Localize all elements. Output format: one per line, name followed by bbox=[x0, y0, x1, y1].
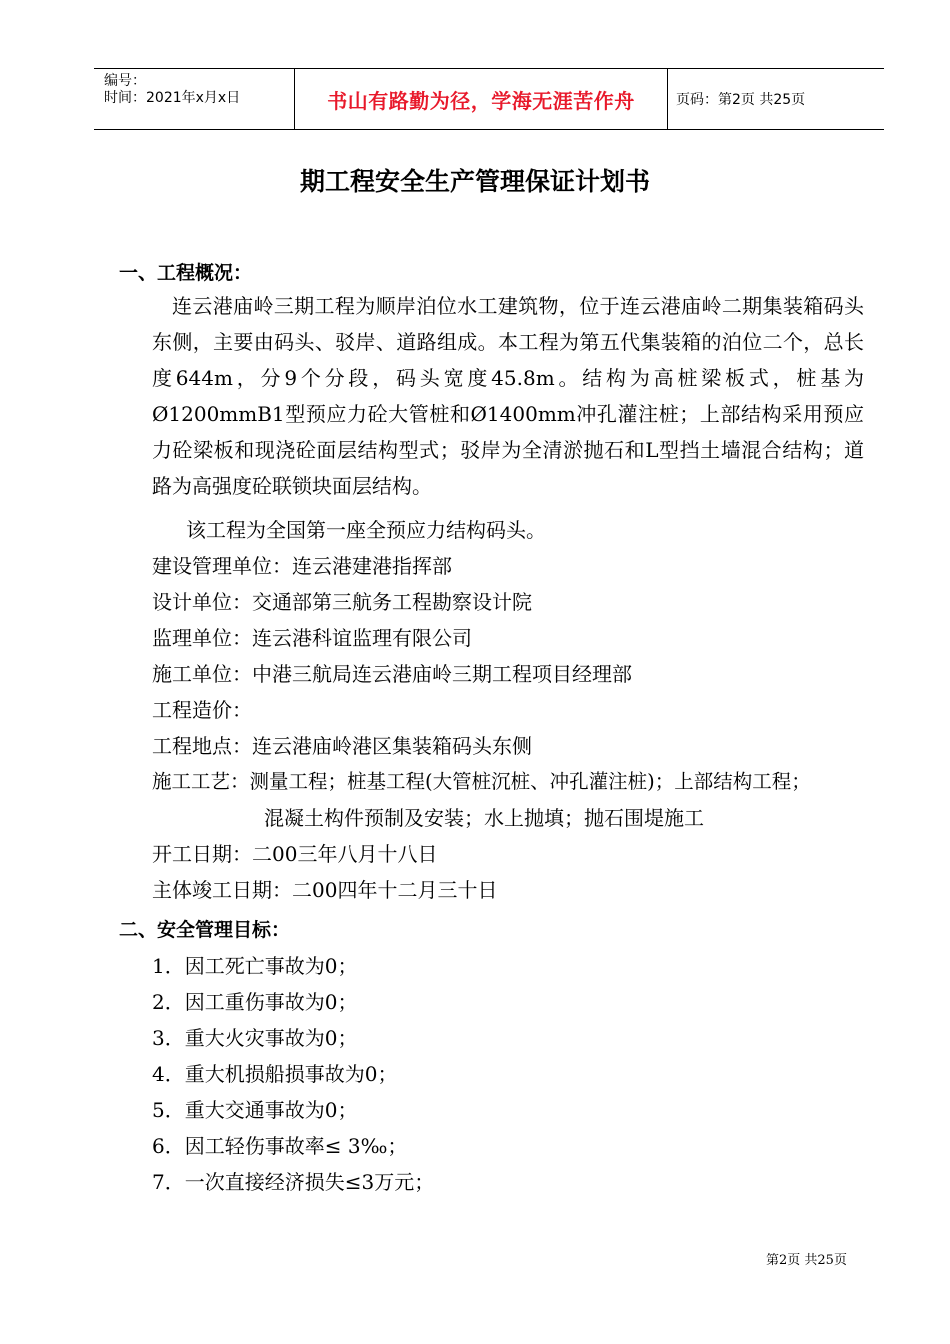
page-footer: 第2页 共25页 bbox=[766, 1253, 847, 1268]
note-line: 该工程为全国第一座全预应力结构码头。 bbox=[186, 518, 546, 542]
section-heading-overview: 一、工程概况： bbox=[119, 262, 253, 284]
process-line-1: 施工工艺：测量工程；桩基工程(大管桩沉桩、冲孔灌注桩)；上部结构工程； bbox=[152, 770, 811, 793]
motto: 书山有路勤为径，学海无涯苦作舟 bbox=[327, 88, 635, 113]
process-line-2: 混凝土构件预制及安装；水上抛填；抛石围堤施工 bbox=[264, 806, 704, 830]
location-line: 工程地点：连云港庙岭港区集装箱码头东侧 bbox=[152, 734, 532, 758]
header-page-info: 页码：第2页 共25页 bbox=[676, 92, 806, 108]
header-meta-cell bbox=[94, 69, 295, 129]
header-motto-cell bbox=[295, 69, 668, 129]
completion-date-line: 主体竣工日期：二00四年十二月三十日 bbox=[152, 878, 498, 902]
page-header bbox=[94, 68, 884, 130]
target-item: 6．因工轻伤事故率≤ 3‰； bbox=[152, 1134, 408, 1158]
code-label: 编号： bbox=[104, 73, 146, 89]
target-item: 1．因工死亡事故为0； bbox=[152, 954, 358, 978]
overview-paragraph: 连云港庙岭三期工程为顺岸泊位水工建筑物，位于连云港庙岭二期集装箱码头东侧，主要由码头、驳岸、道路组成。本工程为第五代集装箱的泊位二个，总长度644m，分9个分段，码头宽度45.8m。结构为高桩梁板式，桩基为Ø1200mmB1型预应力砼大管桩和Ø1400mm冲孔灌注桩；上部结构采用预应力砼梁板和现浇砼面层结构型式；驳岸为全清淤抛石和L型挡土墙混合结构；道路为高强度砼联锁块面层结构。 bbox=[152, 294, 864, 498]
target-item: 7．一次直接经济损失≤3万元； bbox=[152, 1170, 435, 1194]
target-item: 3．重大火灾事故为0； bbox=[152, 1026, 358, 1050]
design-unit-line: 设计单位：交通部第三航务工程勘察设计院 bbox=[152, 590, 532, 614]
target-item: 5．重大交通事故为0； bbox=[152, 1098, 358, 1122]
construction-unit-line: 建设管理单位：连云港建港指挥部 bbox=[152, 554, 452, 578]
document-title: 期工程安全生产管理保证计划书 bbox=[299, 167, 650, 196]
target-item: 4．重大机损船损事故为0； bbox=[152, 1062, 398, 1086]
target-item: 2．因工重伤事故为0； bbox=[152, 990, 358, 1014]
builder-unit-line: 施工单位：中港三航局连云港庙岭三期工程项目经理部 bbox=[152, 662, 632, 686]
time-label: 时间：2021年x月x日 bbox=[104, 90, 241, 106]
start-date-line: 开工日期：二00三年八月十八日 bbox=[152, 842, 438, 866]
header-page-cell bbox=[668, 69, 884, 129]
supervision-unit-line: 监理单位：连云港科谊监理有限公司 bbox=[152, 626, 472, 650]
cost-line: 工程造价： bbox=[152, 698, 252, 722]
section-heading-safety-targets: 二、安全管理目标： bbox=[119, 919, 291, 941]
